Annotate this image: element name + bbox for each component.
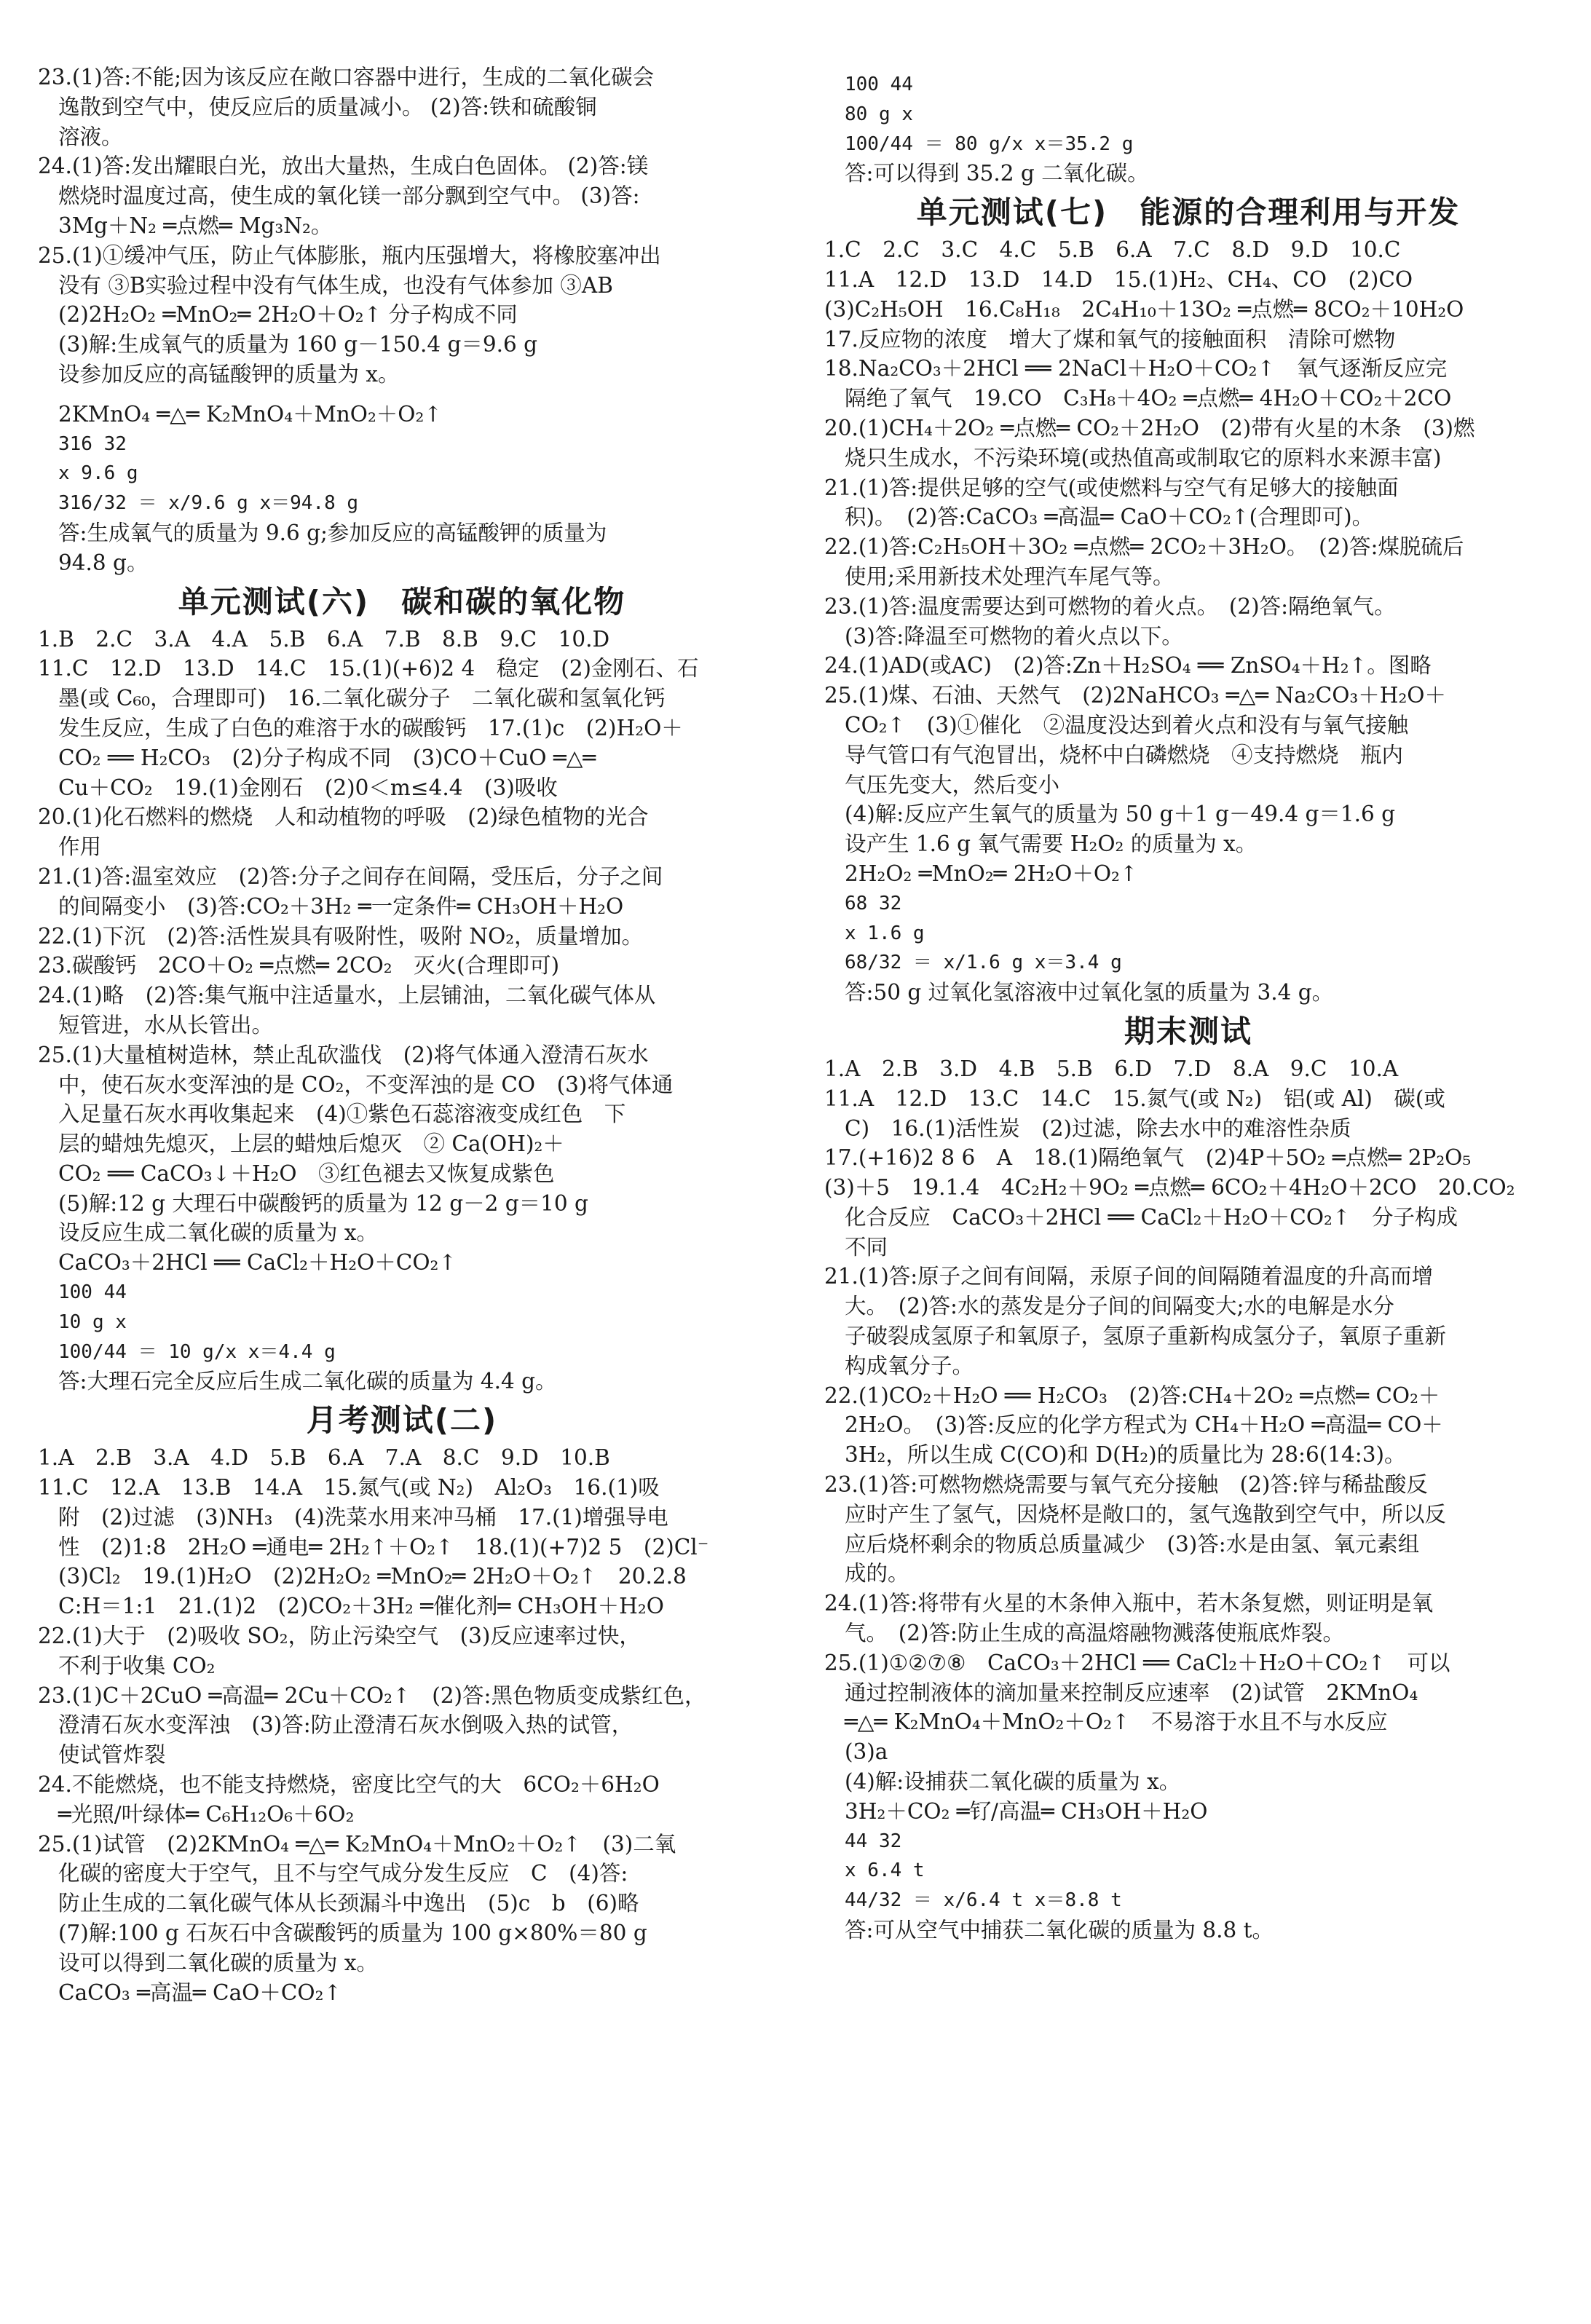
answer-line: 24.(1)答:将带有火星的木条伸入瓶中，若木条复燃，则证明是氧 xyxy=(824,1591,1434,1616)
answer-line: 80 g x xyxy=(845,103,913,125)
answer-line: 2H₂O₂ ═MnO₂═ 2H₂O＋O₂↑ xyxy=(845,861,1138,886)
answer-line: 烧只生成水，不污染环境(或热值高或制取它的原料水来源丰富) xyxy=(845,445,1442,470)
answer-line: x 1.6 g xyxy=(845,922,925,944)
answer-line: 化合反应 CaCO₃＋2HCl ══ CaCl₂＋H₂O＋CO₂↑ 分子构成 xyxy=(845,1204,1458,1230)
answer-line: 设产生 1.6 g 氧气需要 H₂O₂ 的质量为 x。 xyxy=(845,831,1258,857)
answer-line: 通过控制液体的滴加量来控制反应速率 (2)试管 2KMnO₄ xyxy=(845,1680,1418,1705)
answer-line: 25.(1)试管 (2)2KMnO₄ ═△═ K₂MnO₄＋MnO₂＋O₂↑ (3)二氧 xyxy=(38,1831,676,1857)
answer-line: 答:可从空气中捕获二氧化碳的质量为 8.8 t。 xyxy=(845,1918,1274,1943)
answer-line: 化碳的密度大于空气，且不与空气成分发生反应 C (4)答: xyxy=(58,1861,628,1886)
section-heading: 单元测试(六) 碳和碳的氧化物 xyxy=(178,583,626,620)
answer-line: 防止生成的二氧化碳气体从长颈漏斗中逸出 (5)c b (6)略 xyxy=(58,1891,639,1916)
answer-line: 2KMnO₄ ═△═ K₂MnO₄＋MnO₂＋O₂↑ xyxy=(58,401,443,427)
answer-line: Cu＋CO₂ 19.(1)金刚石 (2)0＜m≤4.4 (3)吸收 xyxy=(58,775,558,800)
answer-line: CO₂↑ (3)①催化 ②温度没达到着火点和没有与氧气接触 xyxy=(845,712,1409,738)
answer-line: 22.(1)答:C₂H₅OH＋3O₂ ═点燃═ 2CO₂＋3H₂O。 (2)答:煤脱硫后 xyxy=(824,534,1464,560)
answer-line: 答:生成氧气的质量为 9.6 g;参加反应的高锰酸钾的质量为 xyxy=(58,520,607,545)
answer-line: 18.Na₂CO₃＋2HCl ══ 2NaCl＋H₂O＋CO₂↑ 氧气逐渐反应完 xyxy=(824,356,1448,382)
answer-line: (3)Cl₂ 19.(1)H₂O (2)2H₂O₂ ═MnO₂═ 2H₂O＋O₂↑ 20.2.8 xyxy=(58,1564,687,1589)
answer-line: 23.(1)C＋2CuO ═高温═ 2Cu＋CO₂↑ (2)答:黑色物质变成紫红色， xyxy=(38,1683,706,1708)
answer-line: 设反应生成二氧化碳的质量为 x。 xyxy=(58,1220,379,1246)
answer-line: 使试管炸裂 xyxy=(58,1742,166,1768)
answer-line: (4)解:设捕获二氧化碳的质量为 x。 xyxy=(845,1769,1181,1795)
answer-line: 应时产生了氢气，因烧杯是敞口的，氢气逸散到空气中，所以反 xyxy=(845,1501,1447,1527)
answer-line: 大。 (2)答:水的蒸发是分子间的间隔变大;水的电解是水分 xyxy=(845,1294,1394,1319)
answer-line: 316/32 ＝ x/9.6 g x＝94.8 g xyxy=(58,492,359,515)
answer-line: 溶液。 xyxy=(58,124,123,149)
answer-line: (3)＋5 19.1.4 4C₂H₂＋9O₂ ═点燃═ 6CO₂＋4H₂O＋2CO 20.CO₂ xyxy=(824,1175,1515,1201)
answer-line: 24.不能燃烧，也不能支持燃烧，密度比空气的大 6CO₂＋6H₂O xyxy=(38,1772,660,1798)
answer-line: 设参加反应的高锰酸钾的质量为 x。 xyxy=(58,361,400,387)
answer-line: 应后烧杯剩余的物质总质量减少 (3)答:水是由氢、氧元素组 xyxy=(845,1531,1420,1557)
answer-line: 10 g x xyxy=(58,1311,127,1333)
answer-line: 隔绝了氧气 19.CO C₃H₈＋4O₂ ═点燃═ 4H₂O＋CO₂＋2CO xyxy=(845,386,1452,411)
answer-line: (2)2H₂O₂ ═MnO₂═ 2H₂O＋O₂↑ 分子构成不同 xyxy=(58,302,518,328)
answer-line: 3H₂＋CO₂ ═钌/高温═ CH₃OH＋H₂O xyxy=(845,1798,1208,1824)
answer-line: CaCO₃＋2HCl ══ CaCl₂＋H₂O＋CO₂↑ xyxy=(58,1250,457,1276)
answer-line: 24.(1)答:发出耀眼白光，放出大量热，生成白色固体。 (2)答:镁 xyxy=(38,154,649,179)
answer-line: 短管进，水从长管出。 xyxy=(58,1012,274,1038)
answer-line: 答:大理石完全反应后生成二氧化碳的质量为 4.4 g。 xyxy=(58,1369,557,1394)
answer-line: 23.碳酸钙 2CO＋O₂ ═点燃═ 2CO₂ 灭火(合理即可) xyxy=(38,953,560,979)
section-heading: 单元测试(七) 能源的合理利用与开发 xyxy=(916,194,1461,231)
answer-line: 68 32 xyxy=(845,892,902,914)
answer-line: 20.(1)化石燃料的燃烧 人和动植物的呼吸 (2)绿色植物的光合 xyxy=(38,805,649,830)
answer-line: CO₂ ══ CaCO₃↓＋H₂O ③红色褪去又恢复成紫色 xyxy=(58,1161,555,1186)
answer-line: 1.A 2.B 3.D 4.B 5.B 6.D 7.D 8.A 9.C 10.A xyxy=(824,1056,1399,1081)
answer-line: 24.(1)AD(或AC) (2)答:Zn＋H₂SO₄ ══ ZnSO₄＋H₂↑。图略 xyxy=(824,653,1432,679)
answer-line: 23.(1)答:可燃物燃烧需要与氧气充分接触 (2)答:锌与稀盐酸反 xyxy=(824,1472,1428,1498)
answer-line: 316 32 xyxy=(58,432,127,455)
answer-line: 设可以得到二氧化碳的质量为 x。 xyxy=(58,1950,379,1975)
answer-line: 气。 (2)答:防止生成的高温熔融物溅落使瓶底炸裂。 xyxy=(845,1621,1344,1646)
answer-line: 1.B 2.C 3.A 4.A 5.B 6.A 7.B 8.B 9.C 10.D xyxy=(38,626,610,652)
answer-line: 25.(1)大量植树造林，禁止乱砍滥伐 (2)将气体通入澄清石灰水 xyxy=(38,1042,649,1067)
answer-line: 11.A 12.D 13.C 14.C 15.氮气(或 N₂) 铝(或 Al) 碳(或 xyxy=(824,1086,1445,1111)
answer-line: 1.A 2.B 3.A 4.D 5.B 6.A 7.A 8.C 9.D 10.B xyxy=(38,1445,610,1471)
answer-line: 入足量石灰水再收集起来 (4)①紫色石蕊溶液变成红色 下 xyxy=(58,1102,626,1127)
answer-line: 25.(1)①②⑦⑧ CaCO₃＋2HCl ══ CaCl₂＋H₂O＋CO₂↑ 可以 xyxy=(824,1650,1450,1675)
answer-line: 11.C 12.D 13.D 14.C 15.(1)(+6)2 4 稳定 (2)金刚石、石 xyxy=(38,656,699,681)
answer-line: 22.(1)大于 (2)吸收 SO₂，防止污染空气 (3)反应速率过快， xyxy=(38,1624,641,1649)
answer-line: (3)解:生成氧气的质量为 160 g－150.4 g＝9.6 g xyxy=(58,332,538,357)
section-heading: 期末测试 xyxy=(1124,1013,1252,1049)
answer-line: 燃烧时温度过高，使生成的氧化镁一部分飘到空气中。 (3)答: xyxy=(58,183,640,209)
answer-line: 没有 ③B实验过程中没有气体生成，也没有气体参加 ③AB xyxy=(58,272,613,298)
section-heading: 月考测试(二) xyxy=(306,1402,498,1439)
answer-line: 气压先变大，然后变小 xyxy=(845,772,1060,797)
answer-line: 发生反应，生成了白色的难溶于水的碳酸钙 17.(1)c (2)H₂O＋ xyxy=(58,715,683,740)
answer-line: 1.C 2.C 3.C 4.C 5.B 6.A 7.C 8.D 9.D 10.C xyxy=(824,237,1401,263)
answer-line: 17.反应物的浓度 增大了煤和氧气的接触面积 清除可燃物 xyxy=(824,326,1396,352)
answer-line: x 6.4 t xyxy=(845,1859,925,1882)
answer-line: 不利于收集 CO₂ xyxy=(58,1653,216,1678)
answer-line: 44 32 xyxy=(845,1830,902,1852)
answer-line: 子破裂成氢原子和氧原子，氢原子重新构成氢分子，氧原子重新 xyxy=(845,1324,1447,1349)
spacer xyxy=(38,390,766,400)
answer-line: 100 44 xyxy=(845,74,913,95)
answer-line: 中，使石灰水变浑浊的是 CO₂，不变浑浊的是 CO (3)将气体通 xyxy=(58,1072,674,1097)
answer-line: ═光照/叶绿体═ C₆H₁₂O₆＋6O₂ xyxy=(58,1801,355,1827)
answer-line: 22.(1)下沉 (2)答:活性炭具有吸附性，吸附 NO₂，质量增加。 xyxy=(38,923,644,949)
answer-line: 层的蜡烛先熄灭，上层的蜡烛后熄灭 ② Ca(OH)₂＋ xyxy=(58,1131,564,1157)
answer-line: (3)a xyxy=(845,1739,888,1765)
answer-line: 导气管口有气泡冒出，烧杯中白磷燃烧 ④支持燃烧 瓶内 xyxy=(845,742,1404,767)
answer-line: 3Mg＋N₂ ═点燃═ Mg₃N₂。 xyxy=(58,213,333,238)
answer-line: 22.(1)CO₂＋H₂O ══ H₂CO₃ (2)答:CH₄＋2O₂ ═点燃═ CO₂＋ xyxy=(824,1383,1440,1408)
answer-line: 作用 xyxy=(58,834,102,860)
answer-line: 100/44 ＝ 10 g/x x＝4.4 g xyxy=(58,1340,336,1363)
answer-line: C:H＝1:1 21.(1)2 (2)CO₂＋3H₂ ═催化剂═ CH₃OH＋H₂O xyxy=(58,1594,664,1619)
answer-line: (4)解:反应产生氧气的质量为 50 g＋1 g－49.4 g＝1.6 g xyxy=(845,802,1396,827)
answer-line: (7)解:100 g 石灰石中含碳酸钙的质量为 100 g×80%＝80 g xyxy=(58,1921,647,1946)
answer-line: 11.A 12.D 13.D 14.D 15.(1)H₂、CH₄、CO (2)CO xyxy=(824,266,1413,292)
answer-line: 23.(1)答:不能;因为该反应在敞口容器中进行，生成的二氧化碳会 xyxy=(38,65,655,90)
answer-line: CO₂ ══ H₂CO₃ (2)分子构成不同 (3)CO＋CuO ═△═ xyxy=(58,745,596,770)
answer-line: 3H₂，所以生成 C(CO)和 D(H₂)的质量比为 28:6(14:3)。 xyxy=(845,1442,1406,1468)
answer-line: ═△═ K₂MnO₄＋MnO₂＋O₂↑ 不易溶于水且不与水反应 xyxy=(845,1710,1388,1735)
answer-line: 不同 xyxy=(845,1234,888,1260)
answer-line: 澄清石灰水变浑浊 (3)答:防止澄清石灰水倒吸入热的试管， xyxy=(58,1712,633,1738)
answer-line: 答:可以得到 35.2 g 二氧化碳。 xyxy=(845,161,1149,186)
answer-line: 20.(1)CH₄＋2O₂ ═点燃═ CO₂＋2H₂O (2)带有火星的木条 (3)燃 xyxy=(824,415,1475,440)
answer-line: 17.(+16)2 8 6 A 18.(1)隔绝氧气 (2)4P＋5O₂ ═点燃═ 2P₂O₅ xyxy=(824,1145,1472,1171)
left-column xyxy=(38,63,766,2007)
answer-line: 25.(1)①缓冲气压，防止气体膨胀，瓶内压强增大，将橡胶塞冲出 xyxy=(38,242,661,268)
answer-line: 2H₂O。 (3)答:反应的化学方程式为 CH₄＋H₂O ═高温═ CO＋ xyxy=(845,1412,1443,1438)
answer-line: (5)解:12 g 大理石中碳酸钙的质量为 12 g－2 g＝10 g xyxy=(58,1190,588,1216)
answer-line: 100/44 ＝ 80 g/x x＝35.2 g xyxy=(845,133,1134,155)
answer-line: CaCO₃ ═高温═ CaO＋CO₂↑ xyxy=(58,1980,342,2005)
answer-line: 21.(1)答:原子之间有间隔，汞原子间的间隔随着温度的升高而增 xyxy=(824,1264,1434,1289)
answer-line: 逸散到空气中，使反应后的质量减小。 (2)答:铁和硫酸铜 xyxy=(58,94,597,119)
answer-line: 100 44 xyxy=(58,1281,127,1304)
answer-line: 成的。 xyxy=(845,1561,909,1586)
answer-line: C) 16.(1)活性炭 (2)过滤，除去水中的难溶性杂质 xyxy=(845,1115,1351,1141)
answer-line: 构成氧分子。 xyxy=(845,1353,974,1378)
answer-line: 23.(1)答:温度需要达到可燃物的着火点。 (2)答:隔绝氧气。 xyxy=(824,593,1396,619)
answer-line: 21.(1)答:温室效应 (2)答:分子之间存在间隔，受压后，分子之间 xyxy=(38,863,663,889)
answer-line: 11.C 12.A 13.B 14.A 15.氮气(或 N₂) Al₂O₃ 16.(1)吸 xyxy=(38,1475,660,1501)
answer-line: 68/32 ＝ x/1.6 g x＝3.4 g xyxy=(845,952,1122,974)
answer-line: 答:50 g 过氧化氢溶液中过氧化氢的质量为 3.4 g。 xyxy=(845,980,1334,1005)
answer-line: 附 (2)过滤 (3)NH₃ (4)洗菜水用来冲马桶 17.(1)增强导电 xyxy=(58,1504,668,1530)
answer-line: x 9.6 g xyxy=(58,462,138,485)
answer-line: 性 (2)1:8 2H₂O ═通电═ 2H₂↑＋O₂↑ 18.(1)(+7)2 5 (2)Cl⁻ xyxy=(58,1534,709,1560)
answer-line: 94.8 g。 xyxy=(58,550,149,575)
answer-line: 44/32 ＝ x/6.4 t x＝8.8 t xyxy=(845,1889,1122,1912)
answer-line: 墨(或 C₆₀，合理即可) 16.二氧化碳分子 二氧化碳和氢氧化钙 xyxy=(58,686,666,711)
right-column xyxy=(824,70,1552,1945)
answer-line: 25.(1)煤、石油、天然气 (2)2NaHCO₃ ═△═ Na₂CO₃＋H₂O＋ xyxy=(824,683,1446,708)
answer-line: 21.(1)答:提供足够的空气(或使燃料与空气有足够大的接触面 xyxy=(824,475,1399,500)
answer-line: 使用;采用新技术处理汽车尾气等。 xyxy=(845,564,1175,589)
answer-line: 积)。 (2)答:CaCO₃ ═高温═ CaO＋CO₂↑(合理即可)。 xyxy=(845,505,1374,530)
answer-line: (3)答:降温至可燃物的着火点以下。 xyxy=(845,623,1183,649)
answer-line: (3)C₂H₅OH 16.C₈H₁₈ 2C₄H₁₀＋13O₂ ═点燃═ 8CO₂＋10H₂O xyxy=(824,296,1464,322)
answer-line: 24.(1)略 (2)答:集气瓶中注适量水，上层铺油，二氧化碳气体从 xyxy=(38,983,656,1008)
answer-line: 的间隔变小 (3)答:CO₂＋3H₂ ═一定条件═ CH₃OH＋H₂O xyxy=(58,893,624,919)
